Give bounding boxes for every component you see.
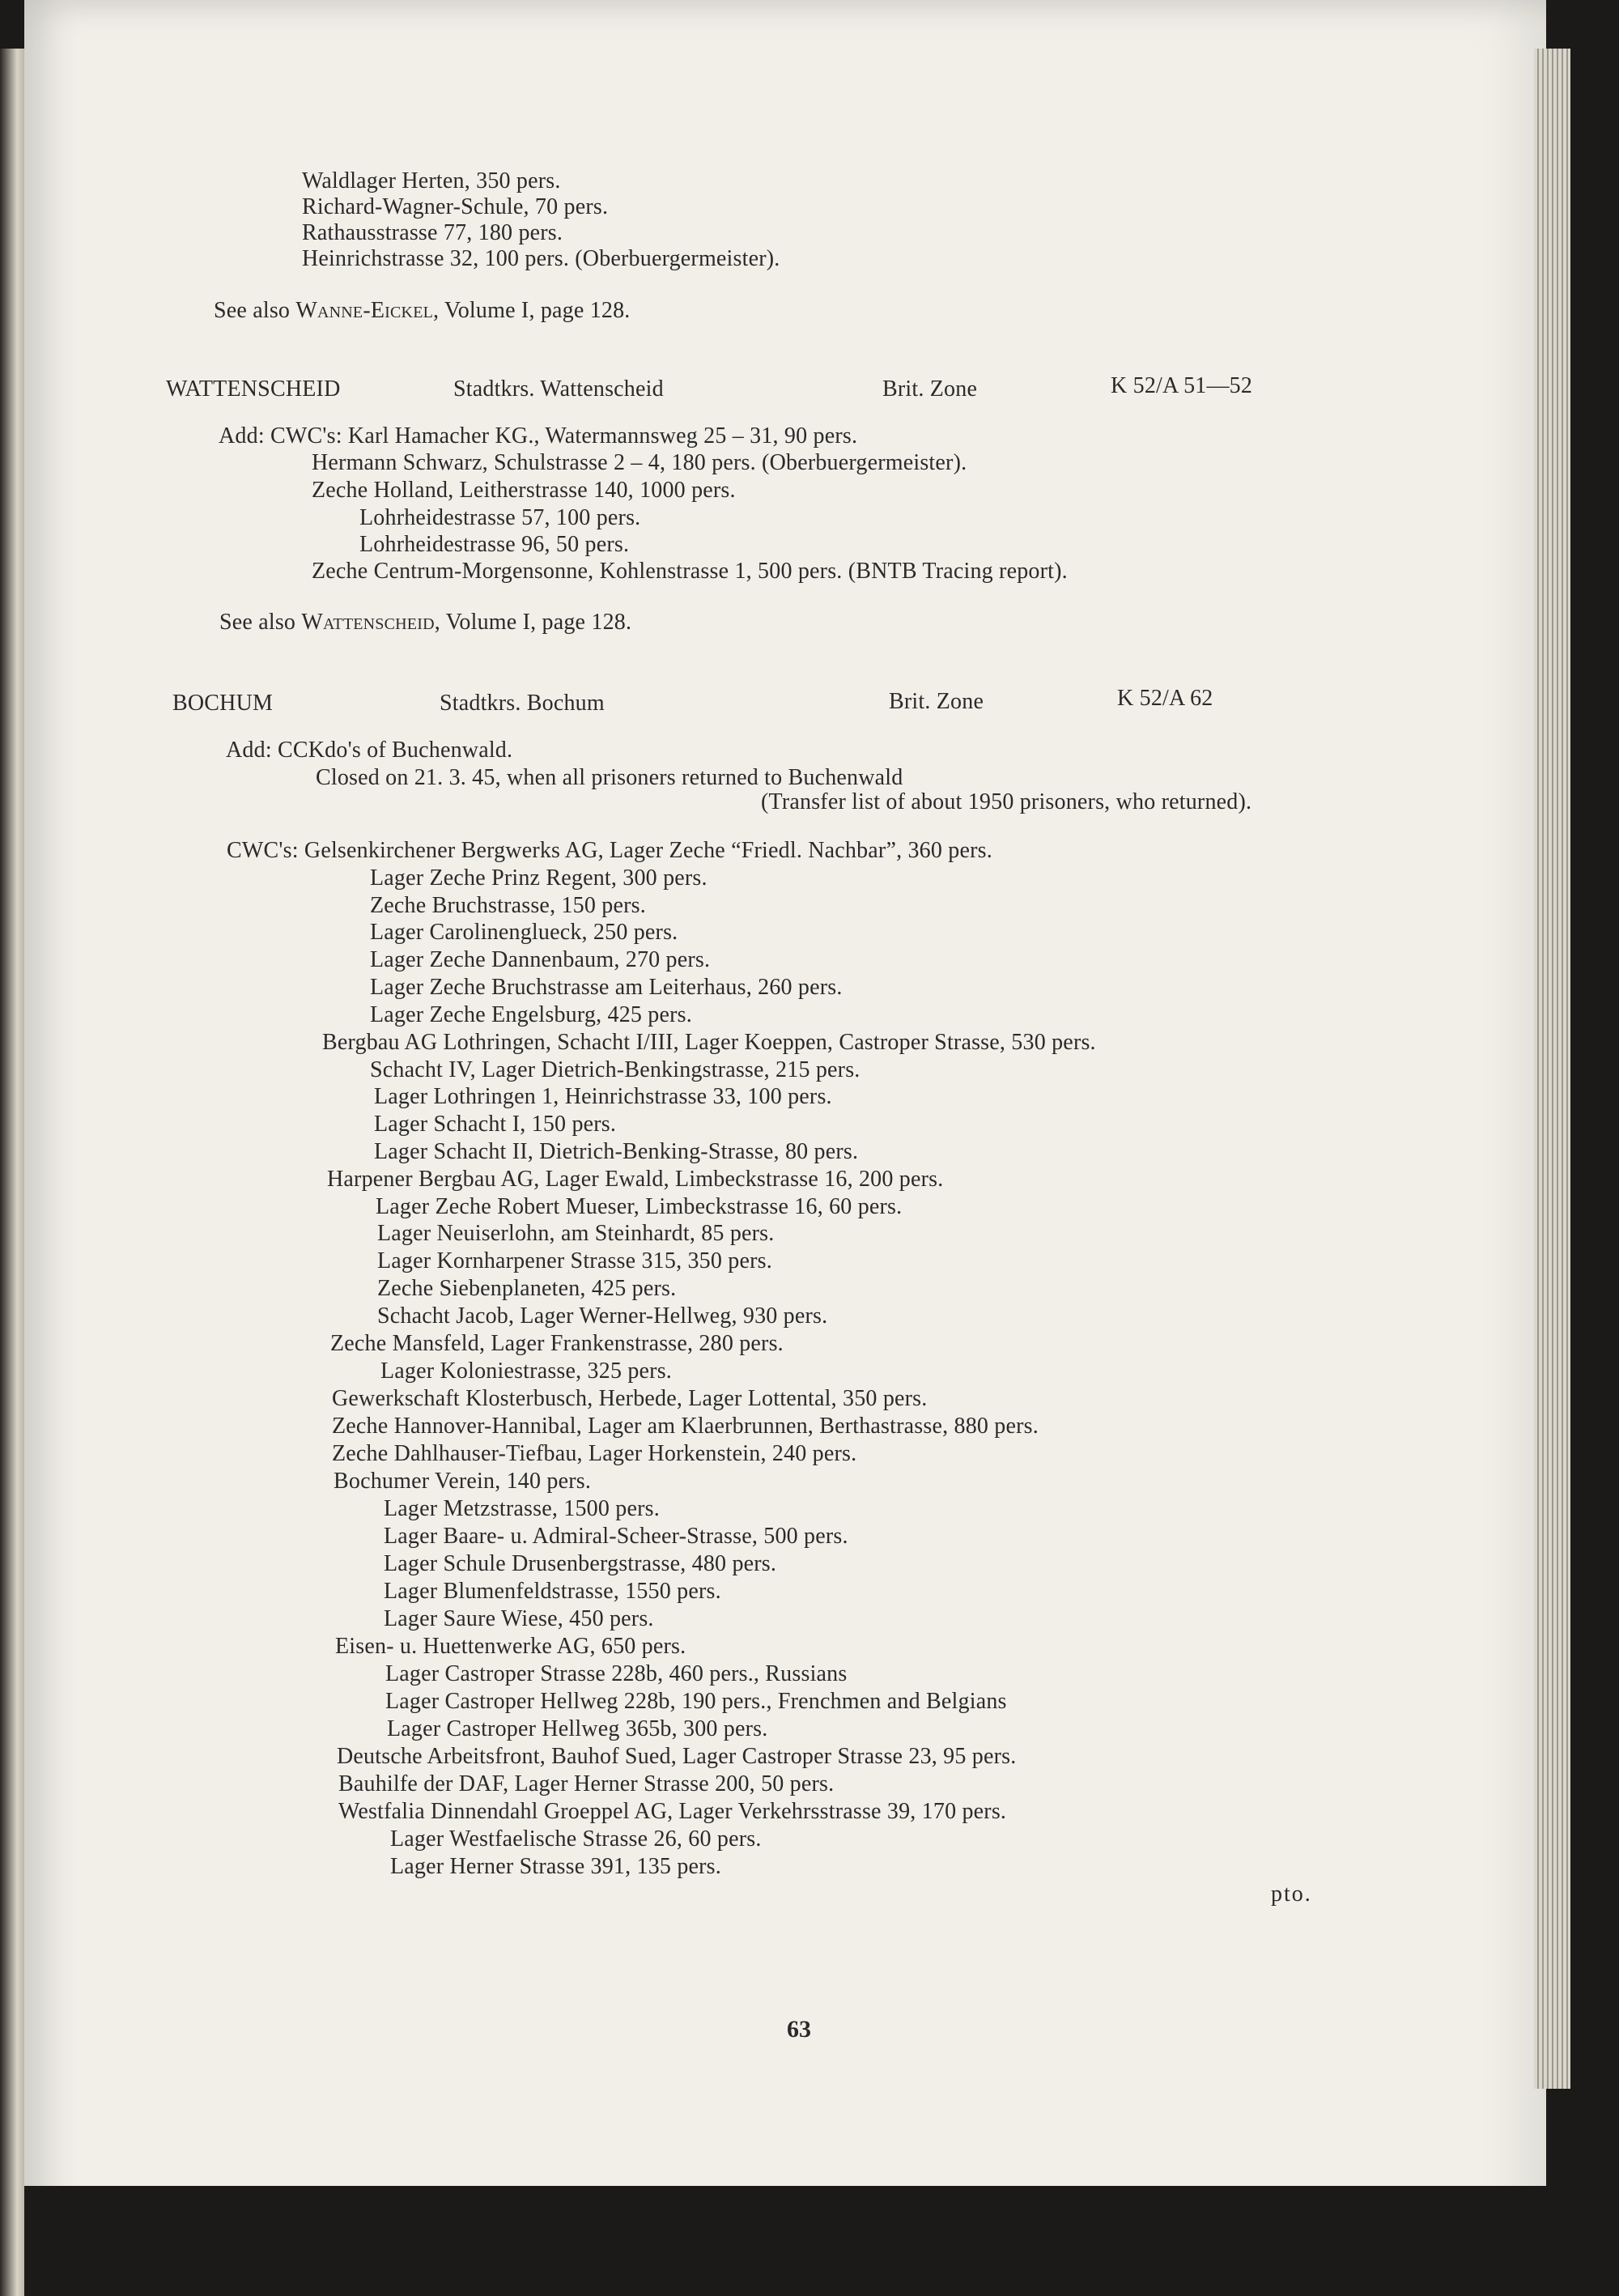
entry-line: Lager Metzstrasse, 1500 pers. xyxy=(384,1496,660,1521)
entry-line: Lager Koloniestrasse, 325 pers. xyxy=(380,1358,672,1384)
section-heading-bochum xyxy=(172,686,1306,720)
entry-line: Lager Castroper Strasse 228b, 460 pers., Russians xyxy=(385,1661,848,1686)
entry-line: Heinrichstrasse 32, 100 pers. (Oberbuergermeister). xyxy=(302,246,780,271)
entry-line: Lager Zeche Engelsburg, 425 pers. xyxy=(370,1002,692,1027)
entry-line: Lager Neuiserlohn, am Steinhardt, 85 pers. xyxy=(377,1221,775,1246)
entry-line: Lager Castroper Hellweg 365b, 300 pers. xyxy=(387,1716,768,1741)
entry-line: Bergbau AG Lothringen, Schacht I/III, Lager Koeppen, Castroper Strasse, 530 pers. xyxy=(322,1030,1096,1055)
entry-line: Lager Zeche Dannenbaum, 270 pers. xyxy=(370,947,711,972)
entry-line: Lager Lothringen 1, Heinrichstrasse 33, 100 pers. xyxy=(374,1084,832,1109)
entry-line: Rathausstrasse 77, 180 pers. xyxy=(302,220,563,245)
entry-line: Waldlager Herten, 350 pers. xyxy=(302,168,561,193)
zone: Brit. Zone xyxy=(889,689,984,714)
file-reference: K 52/A 62 xyxy=(1117,686,1213,711)
entry-line: Lager Castroper Hellweg 228b, 190 pers., Frenchmen and Belgians xyxy=(385,1689,1007,1714)
entry-line: Lager Carolinenglueck, 250 pers. xyxy=(370,920,678,945)
entry-line: Lohrheidestrasse 57, 100 pers. xyxy=(359,505,641,530)
entry-line: Westfalia Dinnendahl Groeppel AG, Lager Verkehrsstrasse 39, 170 pers. xyxy=(338,1799,1007,1824)
entry-line: Zeche Hannover-Hannibal, Lager am Klaerbrunnen, Berthastrasse, 880 pers. xyxy=(332,1414,1039,1439)
entry-line: Lager Zeche Prinz Regent, 300 pers. xyxy=(370,865,708,891)
see-also-reference: See also Wattenscheid, Volume I, page 128. xyxy=(219,610,632,635)
entry-line: Lager Westfaelische Strasse 26, 60 pers. xyxy=(390,1826,762,1852)
entry-line: Lager Herner Strasse 391, 135 pers. xyxy=(390,1854,721,1879)
zone: Brit. Zone xyxy=(882,376,978,402)
entry-line: Lohrheidestrasse 96, 50 pers. xyxy=(359,532,630,557)
entry-line: Zeche Holland, Leitherstrasse 140, 1000 pers. xyxy=(312,478,736,503)
page-stack-edges xyxy=(1534,49,1570,2089)
entry-line: Zeche Siebenplaneten, 425 pers. xyxy=(377,1276,677,1301)
entry-line: Lager Schacht I, 150 pers. xyxy=(374,1112,617,1137)
facing-page-edge xyxy=(0,49,24,2296)
entry-line: Lager Kornharpener Strasse 315, 350 pers. xyxy=(377,1248,772,1273)
entry-line: Deutsche Arbeitsfront, Bauhof Sued, Lager Castroper Strasse 23, 95 pers. xyxy=(337,1744,1017,1769)
please-turn-over: pto. xyxy=(1271,1881,1312,1907)
entry-line: Zeche Bruchstrasse, 150 pers. xyxy=(370,893,646,918)
entry-line: Gewerkschaft Klosterbusch, Herbede, Lager Lottental, 350 pers. xyxy=(332,1386,928,1411)
entry-line: Lager Schacht II, Dietrich-Benking-Strasse, 80 pers. xyxy=(374,1139,859,1164)
entry-line: CWC's: Gelsenkirchener Bergwerks AG, Lager Zeche “Friedl. Nachbar”, 360 pers. xyxy=(227,838,992,863)
entry-line: Zeche Centrum-Morgensonne, Kohlenstrasse 1, 500 pers. (BNTB Tracing report). xyxy=(312,559,1068,584)
entry-line: Zeche Mansfeld, Lager Frankenstrasse, 280 pers. xyxy=(330,1331,784,1356)
entry-line: Bochumer Verein, 140 pers. xyxy=(334,1469,592,1494)
entry-line: (Transfer list of about 1950 prisoners, who returned). xyxy=(761,789,1252,814)
place-name: BOCHUM xyxy=(172,691,274,716)
entry-line: Richard-Wagner-Schule, 70 pers. xyxy=(302,194,609,219)
entry-line: Eisen- u. Huettenwerke AG, 650 pers. xyxy=(335,1634,686,1659)
entry-line: Schacht Jacob, Lager Werner-Hellweg, 930 pers. xyxy=(377,1303,828,1329)
section-heading-wattenscheid xyxy=(166,373,1299,406)
entry-line: Zeche Dahlhauser-Tiefbau, Lager Horkenstein, 240 pers. xyxy=(332,1441,857,1466)
entry-line: Add: CWC's: Karl Hamacher KG., Watermannsweg 25 – 31, 90 pers. xyxy=(219,423,858,449)
page-number: 63 xyxy=(787,2016,811,2043)
see-also-reference: See also Wanne-Eickel, Volume I, page 128. xyxy=(214,298,631,323)
entry-line: Lager Blumenfeldstrasse, 1550 pers. xyxy=(384,1579,721,1604)
entry-line: Lager Schule Drusenbergstrasse, 480 pers. xyxy=(384,1551,777,1576)
entry-line: Lager Baare- u. Admiral-Scheer-Strasse, 500 pers. xyxy=(384,1524,848,1549)
entry-line: Add: CCKdo's of Buchenwald. xyxy=(226,738,513,763)
entry-line: Lager Zeche Robert Mueser, Limbeckstrasse 16, 60 pers. xyxy=(376,1194,903,1219)
file-reference: K 52/A 51—52 xyxy=(1111,373,1253,398)
entry-line: Closed on 21. 3. 45, when all prisoners returned to Buchenwald xyxy=(316,765,903,790)
admin-district: Stadtkrs. Wattenscheid xyxy=(453,376,664,402)
entry-line: Schacht IV, Lager Dietrich-Benkingstrasse, 215 pers. xyxy=(370,1057,860,1082)
entry-line: Harpener Bergbau AG, Lager Ewald, Limbeckstrasse 16, 200 pers. xyxy=(327,1167,944,1192)
entry-line: Hermann Schwarz, Schulstrasse 2 – 4, 180 pers. (Oberbuergermeister). xyxy=(312,450,967,475)
entry-line: Lager Zeche Bruchstrasse am Leiterhaus, 260 pers. xyxy=(370,975,843,1000)
entry-line: Lager Saure Wiese, 450 pers. xyxy=(384,1606,654,1631)
scan-background xyxy=(24,2186,1546,2296)
admin-district: Stadtkrs. Bochum xyxy=(440,691,605,716)
entry-line: Bauhilfe der DAF, Lager Herner Strasse 200, 50 pers. xyxy=(338,1771,835,1796)
place-name: WATTENSCHEID xyxy=(166,376,341,402)
